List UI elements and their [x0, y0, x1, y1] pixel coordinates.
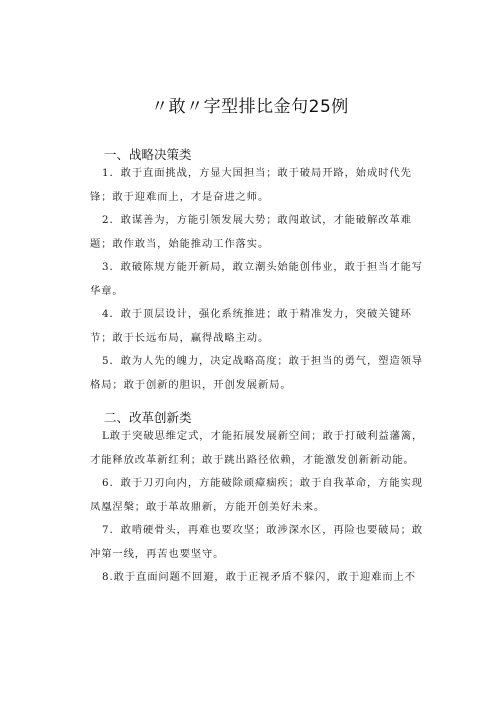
section-heading-reform: 二、改革创新类: [104, 410, 192, 425]
paragraph-strategy-2: 2．敢谋善为，方能引领发展大势；敢闯敢试，才能破解改革难题；敢作敢当，始能推动工作落实。: [90, 214, 412, 250]
paragraph-strategy-1: 1．敢于直面挑战，方显大国担当；敢于破局开路，始成时代先锋；敢于迎难而上，才是奋进之师。: [90, 167, 412, 203]
document-title: 〃敢〃字型排比金句25例: [151, 97, 349, 117]
section-heading-strategy: 一、战略决策类: [104, 147, 192, 162]
paragraph-reform-1: L敢于突破思维定式，才能拓展发展新空间；敢于打破利益藩篱，才能释放改革新红利；敢于跳出路径依赖，才能激发创新新动能。: [90, 430, 424, 466]
paragraph-strategy-4: 4．敢于顶层设计，强化系统推进；敢于精准发力，突破关键环节；敢于长远布局，赢得战略主动。: [90, 308, 412, 344]
paragraph-strategy-5: 5．敢为人先的魄力，决定战略高度；敢于担当的勇气，塑造领导格局；敢于创新的胆识，开创发展新局。: [90, 355, 423, 391]
paragraph-reform-4: 8.敢于直面问题不回避，敢于正视矛盾不躲闪，敢于迎难而上不: [102, 571, 416, 583]
paragraph-reform-3: 7．敢啃硬骨头，再难也要攻坚；敢涉深水区，再险也要破局；敢冲第一线，再苦也要坚守。: [90, 524, 423, 560]
paragraph-reform-2: 6．敢于刀刃向内，方能破除顽瘴痼疾；敢于自我革命，方能实现凤凰涅槃；敢于革故鼎新，方能开创美好未来。: [90, 477, 423, 513]
paragraph-strategy-3: 3．敢破陈规方能开新局，敢立潮头始能创伟业，敢于担当才能写华章。: [90, 261, 423, 297]
